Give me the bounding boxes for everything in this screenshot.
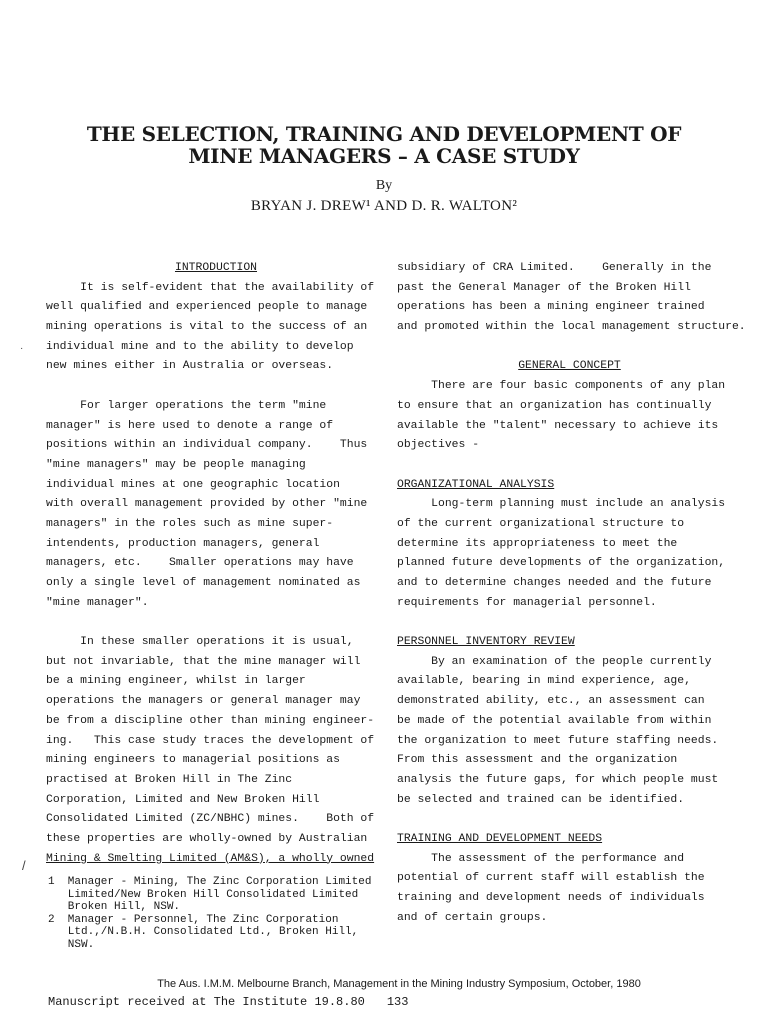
right-line: determine its appropriateness to meet the bbox=[397, 537, 678, 550]
left-line: practised at Broken Hill in The Zinc bbox=[46, 773, 293, 786]
left-line: It is self-evident that the availability of bbox=[46, 281, 375, 294]
right-line: subsidiary of CRA Limited. Generally in the bbox=[397, 262, 712, 274]
right-line: requirements for managerial personnel. bbox=[397, 596, 657, 609]
left-section-heading: INTRODUCTION bbox=[174, 262, 258, 274]
margin-tick: / bbox=[22, 858, 26, 873]
right-section-heading: PERSONNEL INVENTORY REVIEW bbox=[397, 636, 575, 649]
right-line: to ensure that an organization has continually bbox=[397, 399, 712, 412]
right-line: potential of current staff will establish the bbox=[397, 872, 705, 885]
left-line: In these smaller operations it is usual, bbox=[46, 636, 354, 649]
right-line: and promoted within the local management structure. bbox=[397, 321, 746, 334]
left-line: mining engineers to managerial positions as bbox=[46, 754, 340, 767]
manuscript-received-footer bbox=[48, 995, 408, 1009]
footnote-line: Limited/New Broken Hill Consolidated Limited bbox=[48, 888, 359, 901]
left-line: these properties are wholly-owned by Australian bbox=[46, 832, 368, 845]
right-line: Long-term planning must include an analysis bbox=[397, 498, 726, 511]
left-line: intendents, production managers, general bbox=[46, 537, 320, 550]
right-line bbox=[397, 338, 742, 358]
right-line: of the current organizational structure to bbox=[397, 517, 685, 530]
left-line bbox=[46, 377, 386, 397]
right-line: available, bearing in mind experience, age, bbox=[397, 675, 691, 688]
left-line: managers, etc. Smaller operations may have bbox=[46, 557, 354, 570]
right-line: analysis the future gaps, for which people must bbox=[397, 773, 719, 786]
left-line: positions within an individual company. Thus bbox=[46, 439, 368, 452]
left-line: Mining & Smelting Limited (AM&S), a wholly owned bbox=[46, 852, 375, 865]
left-line: be a mining engineer, whilst in larger bbox=[46, 675, 306, 688]
right-line: From this assessment and the organization bbox=[397, 754, 678, 767]
right-line bbox=[397, 613, 742, 633]
title-line-2: MINE MANAGERS – A CASE STUDY bbox=[188, 144, 580, 168]
right-line: By an examination of the people currently bbox=[397, 655, 712, 668]
paper-title bbox=[0, 123, 768, 167]
left-line: but not invariable, that the mine manager will bbox=[46, 655, 361, 668]
right-line: be made of the potential available from within bbox=[397, 714, 712, 727]
right-line: demonstrated ability, etc., an assessment can bbox=[397, 695, 705, 708]
right-line: and of certain groups. bbox=[397, 911, 548, 924]
margin-dot: · bbox=[20, 343, 24, 354]
right-line: past the General Manager of the Broken Hill bbox=[397, 281, 691, 294]
right-line bbox=[397, 810, 742, 830]
right-line: There are four basic components of any plan bbox=[397, 380, 726, 393]
right-line: available the "talent" necessary to achieve its bbox=[397, 419, 719, 432]
right-section-heading: GENERAL CONCEPT bbox=[518, 360, 621, 373]
footnote-line: Ltd.,/N.B.H. Consolidated Ltd., Broken Hill, bbox=[48, 926, 359, 938]
left-line: For larger operations the term "mine bbox=[46, 399, 327, 412]
right-line: objectives - bbox=[397, 439, 480, 452]
left-line: "mine manager". bbox=[46, 596, 149, 609]
by-line: By bbox=[375, 178, 393, 193]
left-line: new mines either in Australia or overseas. bbox=[46, 360, 334, 373]
right-line: The assessment of the performance and bbox=[397, 852, 685, 865]
left-line: Consolidated Limited (ZC/NBHC) mines. Both of bbox=[46, 813, 375, 826]
right-section-heading: TRAINING AND DEVELOPMENT NEEDS bbox=[397, 832, 603, 845]
symposium-footer: The Aus. I.M.M. Melbourne Branch, Management in the Mining Industry Symposium, October, 1980 bbox=[157, 978, 641, 990]
authors-line: BRYAN J. DREW¹ AND D. R. WALTON² bbox=[250, 198, 518, 214]
footnote-line: Broken Hill, NSW. bbox=[48, 901, 181, 913]
left-line: mining operations is vital to the success of an bbox=[46, 321, 368, 334]
left-line: only a single level of management nominated as bbox=[46, 577, 361, 589]
left-line: "mine managers" may be people managing bbox=[46, 458, 306, 471]
left-line: operations the managers or general manager may bbox=[46, 695, 361, 708]
right-line: and to determine changes needed and the future bbox=[397, 577, 712, 589]
footnote-line: 1 Manager - Mining, The Zinc Corporation Limited bbox=[48, 876, 372, 888]
right-line: the organization to meet future staffing needs. bbox=[397, 734, 719, 747]
left-line: be from a discipline other than mining engineer- bbox=[46, 714, 375, 727]
left-column bbox=[46, 259, 386, 869]
page-number: 133 bbox=[386, 995, 409, 1009]
footnote-line: 2 Manager - Personnel, The Zinc Corporation bbox=[48, 913, 339, 926]
left-line bbox=[46, 613, 386, 633]
left-line: individual mines at one geographic location bbox=[46, 478, 340, 491]
left-line: with overall management provided by other "mine bbox=[46, 498, 368, 511]
left-line: manager" is here used to denote a range of bbox=[46, 419, 334, 432]
left-line: ing. This case study traces the development of bbox=[46, 734, 375, 747]
footnote-line: NSW. bbox=[48, 938, 95, 951]
right-section-heading: ORGANIZATIONAL ANALYSIS bbox=[397, 478, 555, 491]
right-line: operations has been a mining engineer trained bbox=[397, 301, 705, 314]
left-line: well qualified and experienced people to manage bbox=[46, 301, 368, 314]
left-line: individual mine and to the ability to develop bbox=[46, 340, 354, 353]
left-line: managers" in the roles such as mine super- bbox=[46, 517, 334, 530]
right-line: planned future developments of the organization, bbox=[397, 557, 726, 570]
right-line: training and development needs of individuals bbox=[397, 892, 705, 904]
received-note: Manuscript received at The Institute 19.8.80 bbox=[48, 995, 365, 1009]
right-line: be selected and trained can be identified. bbox=[397, 793, 685, 806]
title-line-1: THE SELECTION, TRAINING AND DEVELOPMENT OF bbox=[86, 122, 682, 146]
right-line bbox=[397, 456, 742, 476]
right-column bbox=[397, 259, 746, 928]
left-line: Corporation, Limited and New Broken Hill bbox=[46, 793, 320, 806]
footnotes bbox=[48, 876, 388, 951]
